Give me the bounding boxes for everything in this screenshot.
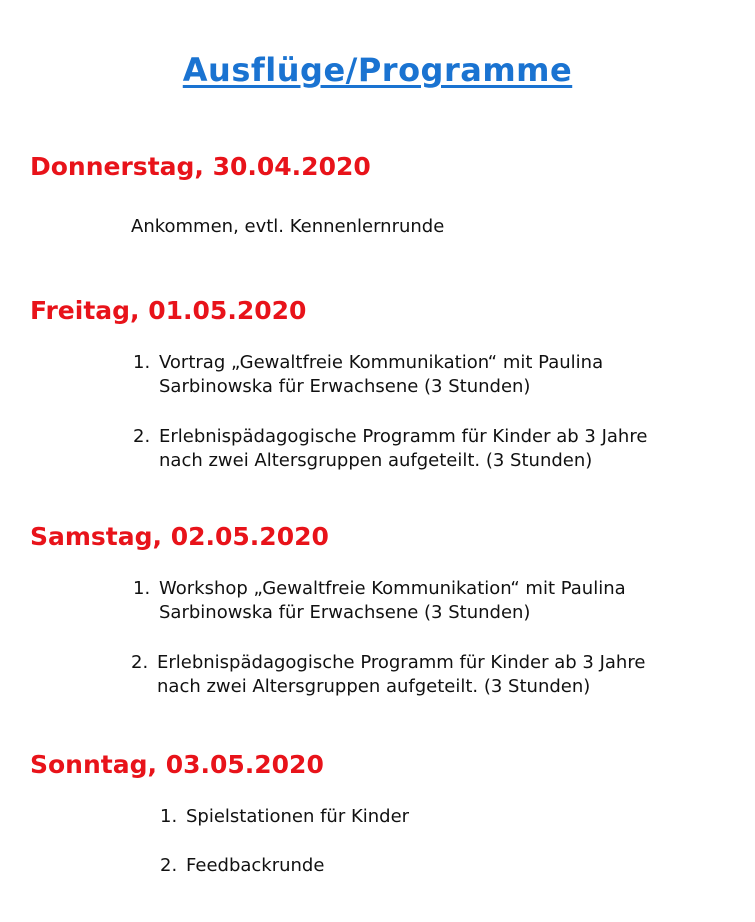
list-item-number: 1. <box>133 578 151 599</box>
list-item-line: Spielstationen für Kinder <box>186 806 410 827</box>
list-item-line: nach zwei Altersgruppen aufgeteilt. (3 Stunden) <box>159 450 593 471</box>
list-item-freitag-1 <box>133 351 603 399</box>
list-item-line: Sarbinowska für Erwachsene (3 Stunden) <box>159 602 531 623</box>
page-title: Ausflüge/Programme <box>182 51 573 90</box>
day-heading-samstag: Samstag, 02.05.2020 <box>30 522 329 551</box>
list-item-sonntag-1 <box>160 805 409 829</box>
list-item-line: Vortrag „Gewaltfreie Kommunikation“ mit Paulina <box>159 352 604 373</box>
list-item-samstag-1 <box>133 577 626 625</box>
list-item-samstag-2 <box>131 651 645 699</box>
list-item-number: 2. <box>160 855 178 876</box>
list-item-number: 2. <box>133 426 151 447</box>
day-heading-donnerstag: Donnerstag, 30.04.2020 <box>30 152 371 181</box>
list-item-sonntag-2 <box>160 854 324 878</box>
list-item-number: 2. <box>131 652 149 673</box>
day-heading-freitag: Freitag, 01.05.2020 <box>30 296 307 325</box>
list-item-number: 1. <box>133 352 151 373</box>
list-item-line: Feedbackrunde <box>186 855 325 876</box>
list-item-line: Erlebnispädagogische Programm für Kinder ab 3 Jahre <box>157 652 646 673</box>
day-heading-sonntag: Sonntag, 03.05.2020 <box>30 750 324 779</box>
list-item-line: Erlebnispädagogische Programm für Kinder ab 3 Jahre <box>159 426 648 447</box>
list-item-number: 1. <box>160 806 178 827</box>
list-item-freitag-2 <box>133 425 647 473</box>
list-item-line: Sarbinowska für Erwachsene (3 Stunden) <box>159 376 531 397</box>
list-item-line: Workshop „Gewaltfreie Kommunikation“ mit Paulina <box>159 578 626 599</box>
list-item-line: nach zwei Altersgruppen aufgeteilt. (3 Stunden) <box>157 676 591 697</box>
day-note-donnerstag: Ankommen, evtl. Kennenlernrunde <box>131 216 445 237</box>
